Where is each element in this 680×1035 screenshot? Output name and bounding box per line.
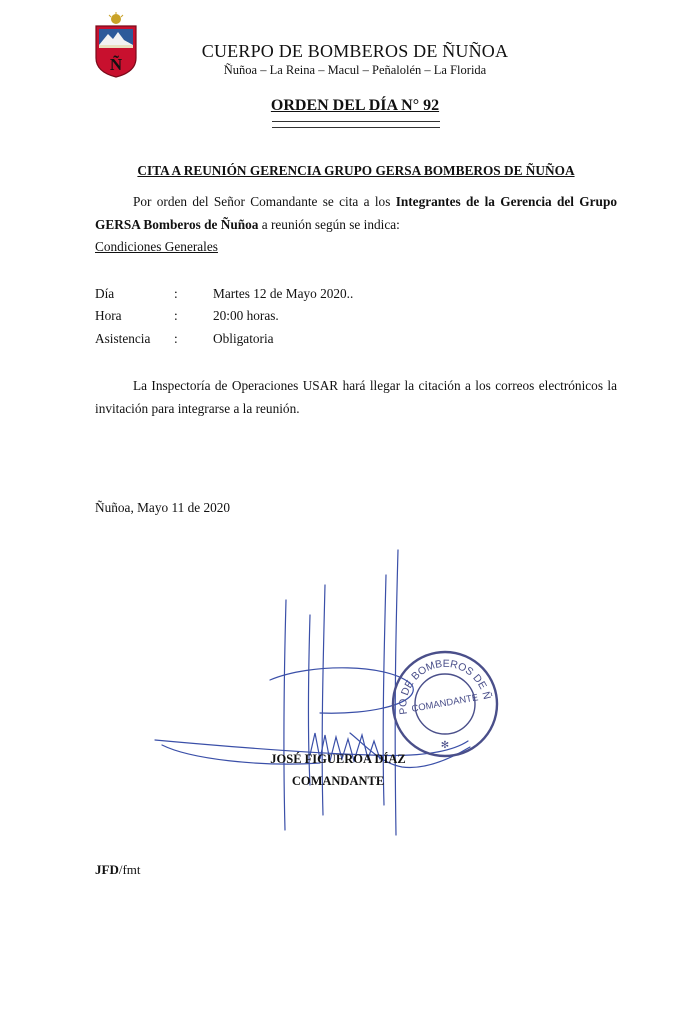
author-initials	[95, 862, 141, 878]
condition-value: Obligatoria	[213, 331, 274, 346]
stamp-center-text: COMANDANTE	[410, 692, 480, 715]
summons-text-end: a reunión según se indica:	[258, 217, 400, 232]
initials-bold: JFD	[95, 862, 119, 877]
fire-department-crest-icon	[94, 12, 138, 78]
summons-text-start: Por orden del Señor Comandante se cita a los	[133, 194, 396, 209]
order-title: ORDEN DEL DÍA N° 92	[270, 97, 440, 114]
condition-value: Martes 12 de Mayo 2020..	[213, 286, 354, 301]
subject-heading: CITA A REUNIÓN GERENCIA GRUPO GERSA BOMBEROS DE ÑUÑOA	[137, 163, 575, 178]
stamp-ring-text: CUERPO DE BOMBEROS DE ÑUÑOA	[397, 657, 493, 716]
condition-separator: :	[174, 286, 178, 301]
organization-name: CUERPO DE BOMBEROS DE ÑUÑOA	[201, 41, 509, 61]
signatory-role: COMANDANTE	[291, 774, 385, 788]
initials-rest: /fmt	[118, 862, 141, 877]
place-and-date: Ñuñoa, Mayo 11 de 2020	[95, 500, 231, 515]
condition-label: Hora	[95, 308, 122, 323]
condition-value: 20:00 horas.	[213, 308, 279, 323]
organization-communes: Ñuñoa – La Reina – Macul – Peñalolén – La Florida	[223, 63, 487, 77]
condition-label: Día	[95, 286, 115, 301]
summons-text-bold: Integrantes de la Gerencia del Grupo GERSA Bomberos de Ñuñoa	[95, 194, 617, 232]
official-stamp-icon	[387, 648, 503, 758]
signatory-name: JOSÉ FIGUEROA DÍAZ	[270, 752, 406, 766]
condition-label: Asistencia	[95, 331, 151, 346]
conditions-heading: Condiciones Generales	[95, 239, 218, 254]
title-double-rule	[272, 121, 440, 128]
invitation-paragraph: La Inspectoría de Operaciones USAR hará llegar la citación a los correos electrónicos la invitación para integrarse a la reunión.	[95, 378, 617, 416]
condition-separator: :	[174, 308, 178, 323]
stamp-star-icon: ✻	[440, 740, 450, 751]
condition-separator: :	[174, 331, 178, 346]
summons-paragraph	[95, 190, 617, 236]
crest-letter: Ñ	[109, 55, 123, 74]
